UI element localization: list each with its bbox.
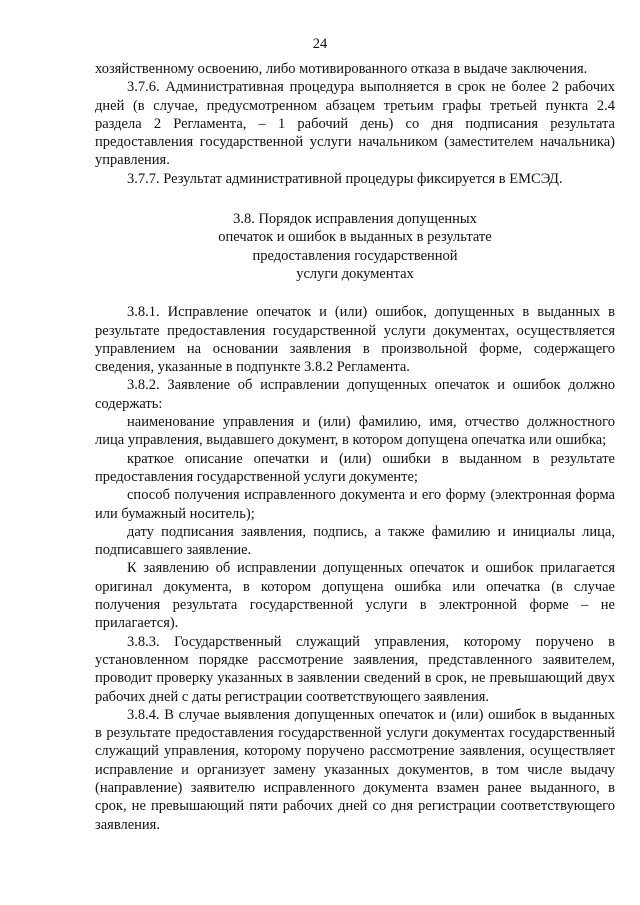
heading-line: 3.8. Порядок исправления допущенных (233, 211, 477, 228)
paragraph-continuation: хозяйственному освоению, либо мотивированного отказа в выдаче заключения. (95, 61, 588, 77)
page-number: 24 (312, 36, 328, 52)
document-body (95, 60, 615, 834)
list-item-error-description: краткое описание опечатки и (или) ошибки в выданном в результате предоставления государственной услуги документе; (95, 450, 615, 485)
paragraph-3-8-1: 3.8.1. Исправление опечаток и (или) ошибок, допущенных в выданных в результате предоставления государственной услуги документах, осуществляется управлением на основании заявления в произвольной форме, содержащего сведения, указанные в подпункте 3.8.2 Регламента. (95, 304, 615, 376)
section-heading-3-8 (95, 210, 615, 283)
heading-line: услуги документах (296, 265, 414, 282)
paragraph-3-7-6: 3.7.6. Административная процедура выполняется в срок не более 2 рабочих дней (в случае, предусмотренном абзацем третьим графы третьей пункта 2.4 раздела 2 Регламента, – 1 рабочий день) со дня подписания результата предоставления государственной услуги начальником (заместителем начальника) управления. (95, 79, 615, 169)
paragraph-attachment: К заявлению об исправлении допущенных опечаток и ошибок прилагается оригинал документа, в котором допущена ошибка или опечатка (в случае получения результата государственной услуги в электронной форме – не прилагается). (95, 560, 615, 632)
paragraph-3-8-2: 3.8.2. Заявление об исправлении допущенных опечаток и ошибок должно содержать: (95, 377, 615, 412)
heading-line: предоставления государственной (252, 247, 458, 264)
list-item-signature-date: дату подписания заявления, подпись, а также фамилию и инициалы лица, подписавшего заявление. (95, 523, 615, 559)
list-item-delivery-method: способ получения исправленного документа и его форму (электронная форма или бумажный носитель); (95, 487, 615, 522)
list-item-authority-name: наименование управления и (или) фамилию, имя, отчество должностного лица управления, выдавшего документ, в котором допущена опечатка или ошибка; (95, 414, 615, 449)
paragraph-3-7-7: 3.7.7. Результат административной процедуры фиксируется в ЕМСЭД. (127, 170, 563, 187)
heading-line: опечаток и ошибок в выданных в результате (218, 229, 492, 246)
paragraph-3-8-4: 3.8.4. В случае выявления допущенных опечаток и (или) ошибок в выданных в результате предоставления государственной услуги документах государственный служащий управления, которому поручено рассмотрение заявления, осуществляет исправление и организует замену указанных документов, в том числе выдачу (направление) заявителю исправленного документа взамен ранее выданного, в срок, не превышающий пяти рабочих дней со дня регистрации соответствующего заявления. (95, 706, 615, 833)
paragraph-3-8-3: 3.8.3. Государственный служащий управления, которому поручено в установленном порядке рассмотрение заявления, представленного заявителем, проводит проверку указанных в заявлении сведений в срок, не превышающий двух рабочих дней с даты регистрации соответствующего заявления. (95, 633, 615, 705)
